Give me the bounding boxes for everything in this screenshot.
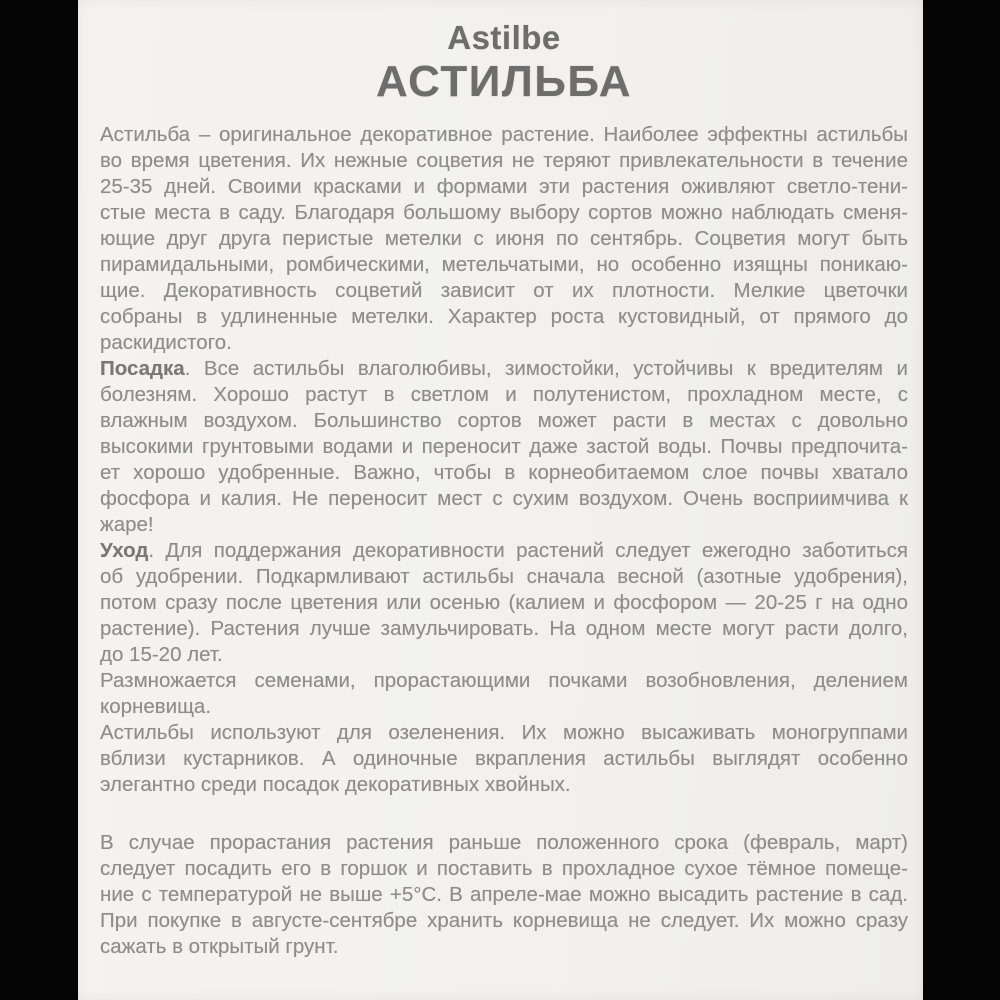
text-line <box>100 356 908 382</box>
text-line <box>100 538 908 564</box>
text-line: Размножается семенами, прорастающими почками возобновления, делением <box>100 669 908 692</box>
text-line: во время цветения. Их нежные соцветия не теряют привлекательности в течение <box>100 149 908 172</box>
text-line: высокими грунтовыми водами и переносит даже застой воды. Почвы предпочита- <box>100 435 908 458</box>
page-title: АСТИЛЬБА <box>375 57 633 106</box>
text-line: пирамидальными, ромбическими, метельчатыми, но особенно изящны поникаю- <box>100 253 908 276</box>
text-line: щие. Декоративность соцветий зависит от их плотности. Мелкие цветочки <box>100 279 908 302</box>
text-line: ет хорошо удобренные. Важно, чтобы в корнеобитаемом слое почвы хватало <box>100 461 908 484</box>
title-latin: Astilbe <box>447 19 561 56</box>
text-line: следует посадить его в горшок и поставить в прохладное сухое тёмное помеще- <box>100 857 908 880</box>
text-line-rest: . Для поддержания декоративности растений следует ежегодно заботиться <box>148 539 908 562</box>
paragraph-planting <box>100 356 908 538</box>
text-line: При покупке в августе-сентябре хранить корневища не следует. Их можно сразу <box>100 909 908 932</box>
text-line: растение). Растения лучше замульчировать. На одном месте могут расти долго, <box>100 617 908 640</box>
paragraph-lead-posadka: Посадка <box>100 357 185 380</box>
text-line: стые места в саду. Благодаря большому выбору сортов можно наблюдать сменя- <box>100 201 908 224</box>
text-line: В случае прорастания растения раньше положенного срока (февраль, март) <box>100 831 908 854</box>
text-line-rest: . Все астильбы влаголюбивы, зимостойки, устойчивы к вредителям и <box>184 357 908 380</box>
text-line: Астильбы используют для озеленения. Их можно высаживать моногруппами <box>100 721 908 744</box>
text-line: раскидистого. <box>100 331 232 354</box>
paragraph-lead-uhod: Уход <box>100 539 149 562</box>
text-line: до 15-20 лет. <box>100 643 223 666</box>
text-line: корневища. <box>100 695 212 718</box>
text-line: ющие друг друга перистые метелки с июня по сентябрь. Соцветия могут быть <box>100 227 908 250</box>
text-line: вблизи кустарников. А одиночные вкрапления астильбы выглядят особенно <box>100 747 908 770</box>
text-line: Астильба – оригинальное декоративное растение. Наиболее эффектны астильбы <box>100 123 908 146</box>
paragraph-description <box>100 122 908 356</box>
paragraph-usage <box>100 720 908 798</box>
text-line: элегантно среди посадок декоративных хвойных. <box>100 773 571 796</box>
text-line: об удобрении. Подкармливают астильбы сначала весной (азотные удобрения), <box>100 565 908 588</box>
plant-label <box>78 0 923 1000</box>
text-line: фосфора и калия. Не переносит мест с сухим воздухом. Очень восприимчива к <box>100 487 908 510</box>
text-line: 25-35 дней. Своими красками и формами эти растения оживляют светло-тени- <box>100 175 908 198</box>
text-line: болезням. Хорошо растут в светлом и полутенистом, прохладном месте, с <box>100 383 908 406</box>
text-line: влажным воздухом. Большинство сортов может расти в местах с довольно <box>100 409 908 432</box>
label-content <box>78 0 923 960</box>
paragraph-early-sprouting <box>100 830 908 960</box>
label-text <box>100 122 908 960</box>
text-line: ние с температурой не выше +5°С. В апреле-мае можно высадить растение в сад. <box>100 883 908 906</box>
paragraph-propagation <box>100 668 908 720</box>
text-line: потом сразу после цветения или осенью (калием и фосфором — 20-25 г на одно <box>100 591 908 614</box>
text-line: сажать в открытый грунт. <box>100 935 339 958</box>
text-line: собраны в удлиненные метелки. Характер роста кустовидный, от прямого до <box>100 305 908 328</box>
paragraph-care <box>100 538 908 668</box>
text-line: жаре! <box>100 513 154 536</box>
